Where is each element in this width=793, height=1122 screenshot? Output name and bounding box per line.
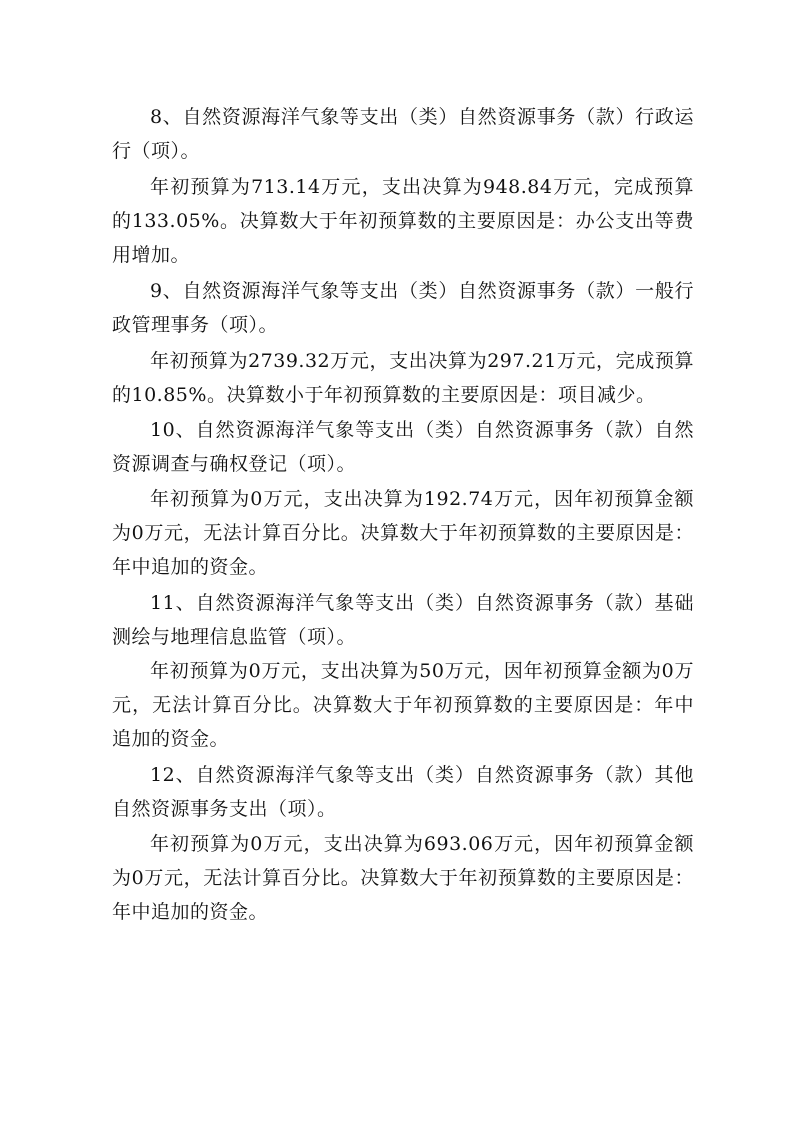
item-10-heading: 10、自然资源海洋气象等支出（类）自然资源事务（款）自然资源调查与确权登记（项）。: [112, 419, 694, 475]
item-11-description: 年初预算为0万元，支出决算为50万元，因年初预算金额为0万元，无法计算百分比。决算数大于年初预算数的主要原因是：年中追加的资金。: [112, 660, 694, 750]
item-12-description: 年初预算为0万元，支出决算为693.06万元，因年初预算金额为0万元，无法计算百分比。决算数大于年初预算数的主要原因是：年中追加的资金。: [112, 833, 694, 923]
item-12-heading: 12、自然资源海洋气象等支出（类）自然资源事务（款）其他自然资源事务支出（项）。: [112, 764, 694, 820]
item-11-heading: 11、自然资源海洋气象等支出（类）自然资源事务（款）基础测绘与地理信息监管（项）。: [112, 592, 694, 648]
item-10-description: 年初预算为0万元，支出决算为192.74万元，因年初预算金额为0万元，无法计算百分比。决算数大于年初预算数的主要原因是：年中追加的资金。: [112, 488, 694, 578]
item-8-heading: 8、自然资源海洋气象等支出（类）自然资源事务（款）行政运行（项）。: [112, 106, 694, 162]
item-9-heading: 9、自然资源海洋气象等支出（类）自然资源事务（款）一般行政管理事务（项）。: [112, 280, 694, 336]
item-9-description: 年初预算为2739.32万元，支出决算为297.21万元，完成预算的10.85%。决算数小于年初预算数的主要原因是：项目减少。: [112, 350, 694, 406]
item-8-description: 年初预算为713.14万元，支出决算为948.84万元，完成预算的133.05%。决算数大于年初预算数的主要原因是：办公支出等费用增加。: [112, 176, 694, 266]
